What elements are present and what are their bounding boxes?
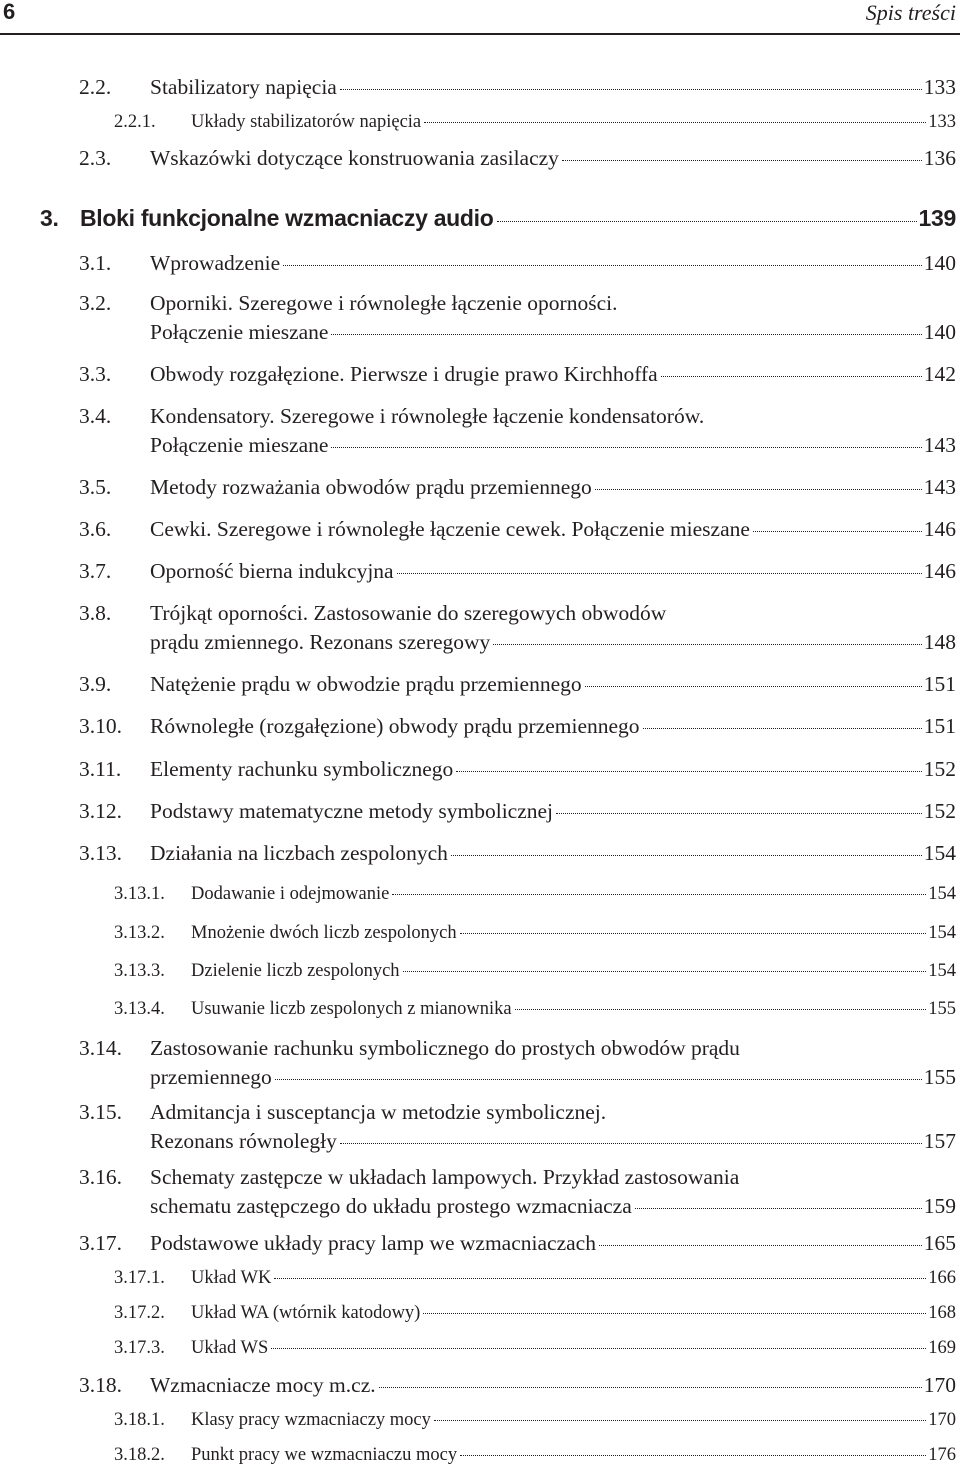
- toc-entry-number: 3.18.: [79, 1373, 122, 1397]
- toc-entry-line: [191, 1268, 956, 1289]
- toc-entry-title: Metody rozważania obwodów prądu przemiennego: [150, 475, 592, 499]
- toc-entry-number: 3.: [40, 205, 59, 231]
- toc-entry-page: 165: [923, 1231, 956, 1255]
- toc-entry-number: 2.2.1.: [114, 112, 156, 132]
- toc-entry-number: 3.8.: [79, 601, 112, 625]
- dot-leader: [643, 728, 922, 729]
- dot-leader: [497, 221, 917, 222]
- toc-entry-number: 3.18.2.: [114, 1445, 165, 1465]
- toc-entry-line: [191, 1410, 956, 1431]
- toc-entry-title: Wskazówki dotyczące konstruowania zasilaczy: [150, 146, 559, 170]
- toc-entry-number: 3.1.: [79, 251, 112, 275]
- toc-entry-page: 151: [923, 714, 956, 738]
- toc-entry-number: 3.9.: [79, 672, 112, 696]
- dot-leader: [585, 686, 922, 687]
- dot-leader: [423, 1313, 926, 1314]
- toc-entry-title: Równoległe (rozgałęzione) obwody prądu przemiennego: [150, 714, 640, 738]
- toc-entry-line: [150, 841, 956, 866]
- toc-entry-title-line: Trójkąt oporności. Zastosowanie do szeregowych obwodów: [150, 601, 667, 625]
- toc-entry-line: [150, 630, 956, 655]
- toc-entry-page: 140: [923, 251, 956, 275]
- toc-entry-line: [150, 362, 956, 387]
- toc-entry-page: 168: [928, 1303, 956, 1323]
- toc-entry-line: [191, 1445, 956, 1466]
- dot-leader: [456, 771, 921, 772]
- toc-entry-title: Punkt pracy we wzmacniaczu mocy: [191, 1445, 458, 1465]
- toc-entry-title: Oporność bierna indukcyjna: [150, 559, 394, 583]
- toc-entry-number: 3.16.: [79, 1165, 122, 1189]
- dot-leader: [460, 1455, 926, 1456]
- toc-entry-line: [191, 923, 956, 944]
- dot-leader: [403, 971, 927, 972]
- toc-entry-number: 3.4.: [79, 404, 112, 428]
- toc-entry-page: 155: [923, 1065, 956, 1089]
- toc-entry-number: 3.12.: [79, 799, 122, 823]
- dot-leader: [275, 1079, 922, 1080]
- toc-entry-title: Natężenie prądu w obwodzie prądu przemiennego: [150, 672, 582, 696]
- toc-entry-line: [150, 433, 956, 458]
- toc-entry-page: 157: [923, 1129, 956, 1153]
- toc-entry-number: 3.17.1.: [114, 1268, 165, 1288]
- toc-entry-title-line: Kondensatory. Szeregowe i równoległe łączenie kondensatorów.: [150, 404, 705, 428]
- toc-entry-page: 152: [923, 757, 956, 781]
- toc-entry-line: [150, 1194, 956, 1219]
- toc-entry-page: 170: [928, 1410, 956, 1430]
- toc-entry-title: Obwody rozgałęzione. Pierwsze i drugie prawo Kirchhoffa: [150, 362, 658, 386]
- toc-entry-title: Klasy pracy wzmacniaczy mocy: [191, 1410, 431, 1430]
- toc-entry-number: 3.15.: [79, 1100, 122, 1124]
- toc-entry-page: 148: [923, 630, 956, 654]
- toc-entry-title: Układy stabilizatorów napięcia: [191, 112, 422, 132]
- toc-entry-page: 139: [918, 205, 956, 231]
- toc-entry-title: Cewki. Szeregowe i równoległe łączenie cewek. Połączenie mieszane: [150, 517, 750, 541]
- toc-entry-title: Mnożenie dwóch liczb zespolonych: [191, 923, 457, 943]
- dot-leader: [599, 1245, 922, 1246]
- toc-entry-title: Dodawanie i odejmowanie: [191, 884, 390, 904]
- toc-entry-page: 166: [928, 1268, 956, 1288]
- dot-leader: [274, 1278, 926, 1279]
- toc-entry-number: 2.3.: [79, 146, 112, 170]
- dot-leader: [424, 122, 926, 123]
- toc-entry-page: 133: [923, 75, 956, 99]
- toc-entry-page: 143: [923, 475, 956, 499]
- toc-entry-line: [150, 559, 956, 584]
- toc-entry-title: schematu zastępczego do układu prostego wzmacniacza: [150, 1194, 632, 1218]
- toc-entry-number: 3.17.2.: [114, 1303, 165, 1323]
- toc-entry-page: 176: [928, 1445, 956, 1465]
- toc-entry-page: 155: [928, 999, 956, 1019]
- toc-entry-line: [191, 961, 956, 982]
- dot-leader: [556, 813, 922, 814]
- toc-entry-title: prądu zmiennego. Rezonans szeregowy: [150, 630, 491, 654]
- toc-entry-page: 142: [923, 362, 956, 386]
- toc-entry-title: Układ WK: [191, 1268, 272, 1288]
- dot-leader: [562, 160, 922, 161]
- toc-entry-line: [150, 475, 956, 500]
- toc-entry-number: 3.18.1.: [114, 1410, 165, 1430]
- toc-entry-title-line: Schematy zastępcze w układach lampowych. Przykład zastosowania: [150, 1165, 740, 1189]
- toc-entry-page: 169: [928, 1338, 956, 1358]
- toc-entry-title: Wzmacniacze mocy m.cz.: [150, 1373, 376, 1397]
- toc-entry-line: [150, 146, 956, 171]
- toc-entry-title: Podstawy matematyczne metody symbolicznej: [150, 799, 554, 823]
- toc-entry-page: 170: [923, 1373, 956, 1397]
- toc-entry-title: przemiennego: [150, 1065, 272, 1089]
- toc-entry-line: [191, 884, 956, 905]
- toc-entry-title-line: Zastosowanie rachunku symbolicznego do prostych obwodów prądu: [150, 1036, 740, 1060]
- toc-entry-line: [191, 999, 956, 1020]
- toc-entry-line: [150, 1373, 956, 1398]
- toc-entry-number: 3.14.: [79, 1036, 122, 1060]
- dot-leader: [340, 1143, 922, 1144]
- toc-entry-number: 3.2.: [79, 291, 112, 315]
- toc-entry-line: [150, 1065, 956, 1090]
- toc-entry-page: 154: [928, 884, 956, 904]
- toc-entry-number: 3.3.: [79, 362, 112, 386]
- toc-entry-page: 154: [923, 841, 956, 865]
- toc-entry-title: Podstawowe układy pracy lamp we wzmacniaczach: [150, 1231, 596, 1255]
- toc-entry-line: [150, 672, 956, 697]
- dot-leader: [271, 1348, 926, 1349]
- dot-leader: [460, 933, 927, 934]
- toc-entry-page: 154: [928, 923, 956, 943]
- toc-entry-page: 152: [923, 799, 956, 823]
- toc-entry-number: 3.7.: [79, 559, 112, 583]
- toc-entry-title: Układ WS: [191, 1338, 269, 1358]
- toc-entry-page: 151: [923, 672, 956, 696]
- toc-entry-line: [150, 1231, 956, 1256]
- toc-entry-title: Stabilizatory napięcia: [150, 75, 337, 99]
- dot-leader: [515, 1009, 927, 1010]
- toc-entry-line: [191, 1303, 956, 1324]
- toc-entry-page: 143: [923, 433, 956, 457]
- dot-leader: [331, 447, 921, 448]
- toc-entry-line: [191, 1338, 956, 1359]
- toc-entry-number: 3.13.4.: [114, 999, 165, 1019]
- toc-entry-line: [150, 75, 956, 100]
- dot-leader: [493, 644, 921, 645]
- toc-entry-number: 2.2.: [79, 75, 112, 99]
- toc-entry-title: Połączenie mieszane: [150, 320, 329, 344]
- dot-leader: [661, 376, 922, 377]
- toc-entry-title: Wprowadzenie: [150, 251, 281, 275]
- toc-entry-number: 3.13.3.: [114, 961, 165, 981]
- dot-leader: [753, 531, 922, 532]
- dot-leader: [340, 89, 922, 90]
- toc-entry-title-line: Oporniki. Szeregowe i równoległe łączenie oporności.: [150, 291, 618, 315]
- dot-leader: [379, 1387, 922, 1388]
- dot-leader: [397, 573, 922, 574]
- toc-entry-number: 3.6.: [79, 517, 112, 541]
- toc-entry-line: [150, 799, 956, 824]
- toc-entry-line: [80, 205, 956, 232]
- dot-leader: [451, 855, 922, 856]
- toc-entry-page: 146: [923, 559, 956, 583]
- toc-entry-line: [150, 320, 956, 345]
- toc-entry-page: 146: [923, 517, 956, 541]
- toc-entry-number: 3.17.: [79, 1231, 122, 1255]
- dot-leader: [283, 265, 922, 266]
- dot-leader: [434, 1420, 926, 1421]
- toc-entry-number: 3.13.1.: [114, 884, 165, 904]
- toc-entry-title: Elementy rachunku symbolicznego: [150, 757, 454, 781]
- toc-entry-number: 3.17.3.: [114, 1338, 165, 1358]
- dot-leader: [392, 894, 926, 895]
- toc-entry-page: 159: [923, 1194, 956, 1218]
- dot-leader: [635, 1208, 922, 1209]
- toc-entry-number: 3.5.: [79, 475, 112, 499]
- toc-entry-title: Działania na liczbach zespolonych: [150, 841, 448, 865]
- toc-entry-number: 3.13.2.: [114, 923, 165, 943]
- page-number: 6: [3, 0, 16, 24]
- toc-entry-line: [150, 1129, 956, 1154]
- toc-entry-title: Bloki funkcjonalne wzmacniaczy audio: [80, 205, 494, 231]
- toc-entry-line: [150, 251, 956, 276]
- toc-entry-title-line: Admitancja i susceptancja w metodzie symbolicznej.: [150, 1100, 607, 1124]
- running-title: Spis treści: [865, 0, 956, 25]
- toc-entry-line: [150, 757, 956, 782]
- toc-entry-number: 3.13.: [79, 841, 122, 865]
- toc-entry-number: 3.10.: [79, 714, 122, 738]
- toc-entry-page: 136: [923, 146, 956, 170]
- toc-entry-title: Połączenie mieszane: [150, 433, 329, 457]
- toc-entry-page: 133: [928, 112, 956, 132]
- toc-entry-number: 3.11.: [79, 757, 122, 781]
- toc-entry-line: [150, 714, 956, 739]
- dot-leader: [331, 334, 921, 335]
- toc-entry-line: [150, 517, 956, 542]
- dot-leader: [595, 489, 922, 490]
- toc-entry-title: Dzielenie liczb zespolonych: [191, 961, 400, 981]
- toc-entry-page: 140: [923, 320, 956, 344]
- toc-entry-title: Usuwanie liczb zespolonych z mianownika: [191, 999, 512, 1019]
- toc-entry-title: Układ WA (wtórnik katodowy): [191, 1303, 421, 1323]
- toc-entry-title: Rezonans równoległy: [150, 1129, 337, 1153]
- toc-entry-line: [191, 112, 956, 133]
- toc-entry-page: 154: [928, 961, 956, 981]
